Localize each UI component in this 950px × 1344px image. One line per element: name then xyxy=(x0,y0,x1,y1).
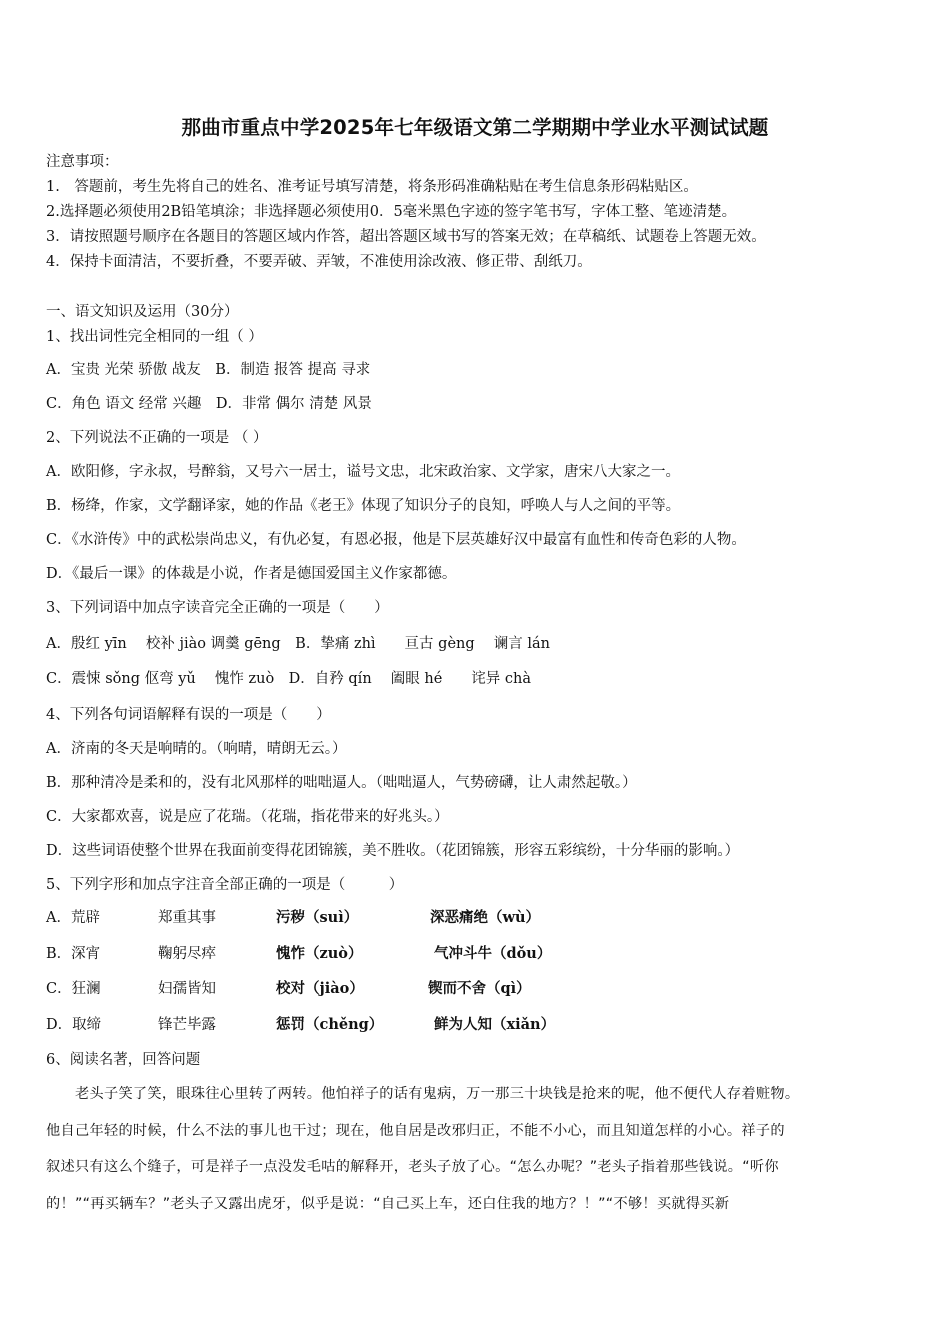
passage-line: 老头子笑了笑，眼珠往心里转了两转。他怕祥子的话有鬼病，万一那三十块钱是抢来的呢，他不便代人存着赃物。 xyxy=(46,1086,800,1102)
question-5-cell: 校对（jiào） xyxy=(276,980,364,997)
question-4-option-d: D．这些词语使整个世界在我面前变得花团锦簇，美不胜收。（花团锦簇，形容五彩缤纷，十分华丽的影响。） xyxy=(46,843,740,859)
question-4-option-a: A．济南的冬天是响晴的。（响晴，晴朗无云。） xyxy=(46,741,347,757)
question-5-cell: 鲜为人知（xiǎn） xyxy=(434,1016,556,1033)
question-1-options-ab: A．宝贵 光荣 骄傲 战友 B．制造 报答 提高 寻求 xyxy=(46,362,371,378)
question-5-cell: C．狂澜 xyxy=(46,981,101,997)
question-2-option-d: D．《最后一课》的体裁是小说，作者是德国爱国主义作家都德。 xyxy=(46,566,457,582)
question-1-stem: 1、找出词性完全相同的一组（ ） xyxy=(46,329,263,345)
notice-item: 2.选择题必须使用2B铅笔填涂；非选择题必须使用0．5毫米黑色字迹的签字笔书写，字体工整、笔迹清楚。 xyxy=(46,204,737,220)
question-4-option-c: C．大家都欢喜，说是应了花瑞。（花瑞，指花带来的好兆头。） xyxy=(46,809,449,825)
question-5-cell: 惩罚（chěng） xyxy=(276,1016,384,1033)
question-2-option-b: B．杨绛，作家，文学翻译家，她的作品《老王》体现了知识分子的良知，呼唤人与人之间的平等。 xyxy=(46,498,681,514)
question-5-cell: D．取缔 xyxy=(46,1017,102,1033)
question-5-cell: A．荒辟 xyxy=(46,910,100,926)
section-heading: 一、语文知识及运用（30分） xyxy=(46,304,239,320)
question-3-options-cd: C．震悚 sǒng 伛弯 yǔ 愧怍 zuò D．自矜 qín 阖眼 hé 诧异 chà xyxy=(46,671,532,687)
question-4-option-b: B．那种清冷是柔和的，没有北风那样的咄咄逼人。（咄咄逼人，气势磅礴，让人肃然起敬。） xyxy=(46,775,637,791)
question-2-stem: 2、下列说法不正确的一项是 （ ） xyxy=(46,430,268,446)
question-5-cell: B．深宵 xyxy=(46,946,101,962)
question-3-options-ab: A．殷红 yīn 校补 jiào 调羹 gēng B．挚痛 zhì 亘古 gèng 谰言 lán xyxy=(46,636,550,652)
question-5-stem: 5、下列字形和加点字注音全部正确的一项是（ ） xyxy=(46,877,404,893)
notice-item: 1. 答题前，考生先将自己的姓名、准考证号填写清楚，将条形码准确粘贴在考生信息条形码粘贴区。 xyxy=(46,179,698,195)
question-1-options-cd: C．角色 语文 经常 兴趣 D．非常 偶尔 清楚 风景 xyxy=(46,396,372,412)
question-2-option-c: C．《水浒传》中的武松崇尚忠义，有仇必复，有恩必报，他是下层英雄好汉中最富有血性和传奇色彩的人物。 xyxy=(46,532,746,548)
page-title: 那曲市重点中学2025年七年级语文第二学期期中学业水平测试试题 xyxy=(181,116,769,139)
question-6-stem: 6、阅读名著，回答问题 xyxy=(46,1052,201,1068)
question-5-cell: 气冲斗牛（dǒu） xyxy=(434,945,552,962)
reading-passage xyxy=(46,1076,908,1222)
question-5-cell: 污秽（suì） xyxy=(276,909,359,926)
notice-item: 3．请按照题号顺序在各题目的答题区域内作答，超出答题区域书写的答案无效；在草稿纸、试题卷上答题无效。 xyxy=(46,229,766,245)
passage-line: 的！”“再买辆车？”老头子又露出虎牙，似乎是说：“自己买上车，还白住我的地方？！”“不够！买就得买新 xyxy=(46,1195,730,1212)
question-5-cell: 妇孺皆知 xyxy=(158,981,216,997)
question-5-cell: 锲而不舍（qì） xyxy=(428,980,531,997)
passage-line: 叙述只有这么个缝子，可是祥子一点没发毛咕的解释开，老头子放了心。“怎么办呢？”老头子指着那些钱说。“听你 xyxy=(46,1159,779,1175)
question-5-cell: 锋芒毕露 xyxy=(158,1017,216,1033)
notice-heading: 注意事项： xyxy=(46,154,119,170)
question-2-option-a: A．欧阳修，字永叔，号醉翁，又号六一居士，谥号文忠，北宋政治家、文学家，唐宋八大家之一。 xyxy=(46,464,680,480)
question-5-cell: 郑重其事 xyxy=(158,910,216,926)
question-3-stem: 3、下列词语中加点字读音完全正确的一项是（ ） xyxy=(46,600,389,616)
question-5-cell: 愧怍（zuò） xyxy=(276,945,363,962)
passage-line: 他自己年轻的时候，什么不法的事儿也干过；现在，他自居是改邪归正，不能不小心，而且知道怎样的小心。祥子的 xyxy=(46,1122,785,1139)
question-4-stem: 4、下列各句词语解释有误的一项是（ ） xyxy=(46,707,331,723)
question-5-cell: 深恶痛绝（wù） xyxy=(430,909,541,926)
notice-item: 4．保持卡面清洁，不要折叠，不要弄破、弄皱，不准使用涂改液、修正带、刮纸刀。 xyxy=(46,254,592,270)
question-5-cell: 鞠躬尽瘁 xyxy=(158,946,216,962)
